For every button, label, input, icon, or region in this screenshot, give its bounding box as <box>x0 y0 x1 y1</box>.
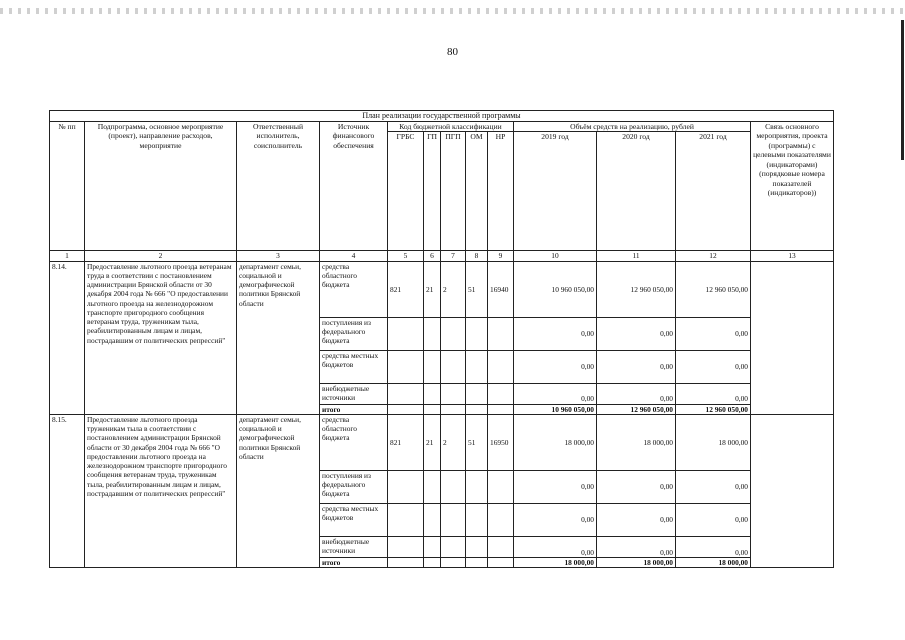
value-2021: 0,00 <box>676 536 751 557</box>
header-budget-code: Код бюджетной классификации <box>388 122 514 132</box>
item-link-cell <box>751 414 834 567</box>
code-pgp: 2 <box>441 261 466 317</box>
page-number: 80 <box>447 46 458 58</box>
row-source: поступления из федерального бюджета <box>320 317 388 350</box>
header-2019: 2019 год <box>514 132 597 251</box>
header-responsible: Ответственный исполнитель, соисполнитель <box>237 122 320 251</box>
value-2019: 0,00 <box>514 350 597 383</box>
item-program-text: Предоставление льготного проезда ветеранам труда в соответствии с постановлением администрации Брянской области от 30 декабря 2004 года № 666 "О предоставлении льготного проезда на железнодорожном транспорте пригородного сообщения ветеранам труда, труженикам тыла, реабилитированным лицам и лицам, пострадавшим от политических репрессий" <box>85 261 237 414</box>
code-gp: 21 <box>424 414 441 470</box>
item-responsible: департамент семьи, социальной и демографической политики Брянской области <box>237 261 320 414</box>
value-2020: 0,00 <box>597 536 676 557</box>
col-number: 6 <box>424 251 441 261</box>
row-source: средства местных бюджетов <box>320 350 388 383</box>
code-pgp: 2 <box>441 414 466 470</box>
value-2021: 0,00 <box>676 383 751 404</box>
total-2021: 12 960 050,00 <box>676 404 751 414</box>
item-responsible: департамент семьи, социальной и демографической политики Брянской области <box>237 414 320 567</box>
col-number: 10 <box>514 251 597 261</box>
value-2021: 0,00 <box>676 503 751 536</box>
item-link-cell <box>751 261 834 414</box>
value-2019: 0,00 <box>514 317 597 350</box>
value-2021: 18 000,00 <box>676 414 751 470</box>
program-plan-table <box>49 110 834 568</box>
value-2019: 0,00 <box>514 470 597 503</box>
item-number: 8.15. <box>50 414 85 567</box>
col-number: 12 <box>676 251 751 261</box>
header-gp: ГП <box>424 132 441 251</box>
code-nr: 16950 <box>488 414 514 470</box>
col-number: 11 <box>597 251 676 261</box>
value-2019: 0,00 <box>514 536 597 557</box>
total-2019: 10 960 050,00 <box>514 404 597 414</box>
header-om: ОМ <box>466 132 488 251</box>
value-2020: 0,00 <box>597 470 676 503</box>
code-nr: 16940 <box>488 261 514 317</box>
total-2020: 12 960 050,00 <box>597 404 676 414</box>
header-grbs: ГРБС <box>388 132 424 251</box>
value-2020: 18 000,00 <box>597 414 676 470</box>
col-number: 3 <box>237 251 320 261</box>
header-volume: Объём средств на реализацию, рублей <box>514 122 751 132</box>
row-source: средства областного бюджета <box>320 261 388 317</box>
value-2019: 0,00 <box>514 383 597 404</box>
scan-artifact-line <box>0 8 905 14</box>
table-title: План реализации государственной программы <box>50 111 834 122</box>
header-2021: 2021 год <box>676 132 751 251</box>
header-link: Связь основного мероприятия, проекта (программы) с целевыми показателями (индикаторами) (порядковые номера показателей (индикаторов)) <box>751 122 834 251</box>
col-number: 1 <box>50 251 85 261</box>
row-source-total: итого <box>320 404 388 414</box>
item-program-text: Предоставление льготного проезда труженикам тыла в соответствии с постановлением администрации Брянской области от 30 декабря 2004 года № 666 "О предоставлении льготного проезда на железнодорожном транспорте пригородного сообщения ветеранам труда, труженикам тыла, реабилитированным лицам и лицам, пострадавшим от политических репрессий" <box>85 414 237 567</box>
value-2021: 0,00 <box>676 317 751 350</box>
code-grbs: 821 <box>388 414 424 470</box>
header-num: № пп <box>50 122 85 251</box>
value-2021: 0,00 <box>676 470 751 503</box>
value-2019: 10 960 050,00 <box>514 261 597 317</box>
row-source: средства местных бюджетов <box>320 503 388 536</box>
total-2020: 18 000,00 <box>597 557 676 567</box>
row-source: внебюджетные источники <box>320 536 388 557</box>
scan-edge-bar <box>901 20 904 160</box>
col-number: 13 <box>751 251 834 261</box>
value-2020: 0,00 <box>597 503 676 536</box>
header-program: Подпрограмма, основное мероприятие (проект), направление расходов, мероприятие <box>85 122 237 251</box>
row-source: внебюджетные источники <box>320 383 388 404</box>
value-2021: 0,00 <box>676 350 751 383</box>
code-om: 51 <box>466 261 488 317</box>
col-number: 8 <box>466 251 488 261</box>
col-number: 7 <box>441 251 466 261</box>
total-2021: 18 000,00 <box>676 557 751 567</box>
program-plan-table-wrap <box>49 110 833 568</box>
total-2019: 18 000,00 <box>514 557 597 567</box>
row-source: средства областного бюджета <box>320 414 388 470</box>
row-source-total: итого <box>320 557 388 567</box>
row-source: поступления из федерального бюджета <box>320 470 388 503</box>
header-nr: НР <box>488 132 514 251</box>
value-2019: 18 000,00 <box>514 414 597 470</box>
value-2021: 12 960 050,00 <box>676 261 751 317</box>
value-2020: 0,00 <box>597 350 676 383</box>
value-2020: 0,00 <box>597 317 676 350</box>
value-2020: 0,00 <box>597 383 676 404</box>
value-2020: 12 960 050,00 <box>597 261 676 317</box>
code-om: 51 <box>466 414 488 470</box>
header-pgp: ПГП <box>441 132 466 251</box>
col-number: 2 <box>85 251 237 261</box>
code-grbs: 821 <box>388 261 424 317</box>
header-2020: 2020 год <box>597 132 676 251</box>
item-number: 8.14. <box>50 261 85 414</box>
col-number: 4 <box>320 251 388 261</box>
value-2019: 0,00 <box>514 503 597 536</box>
code-gp: 21 <box>424 261 441 317</box>
col-number: 5 <box>388 251 424 261</box>
header-source: Источник финансового обеспечения <box>320 122 388 251</box>
col-number: 9 <box>488 251 514 261</box>
